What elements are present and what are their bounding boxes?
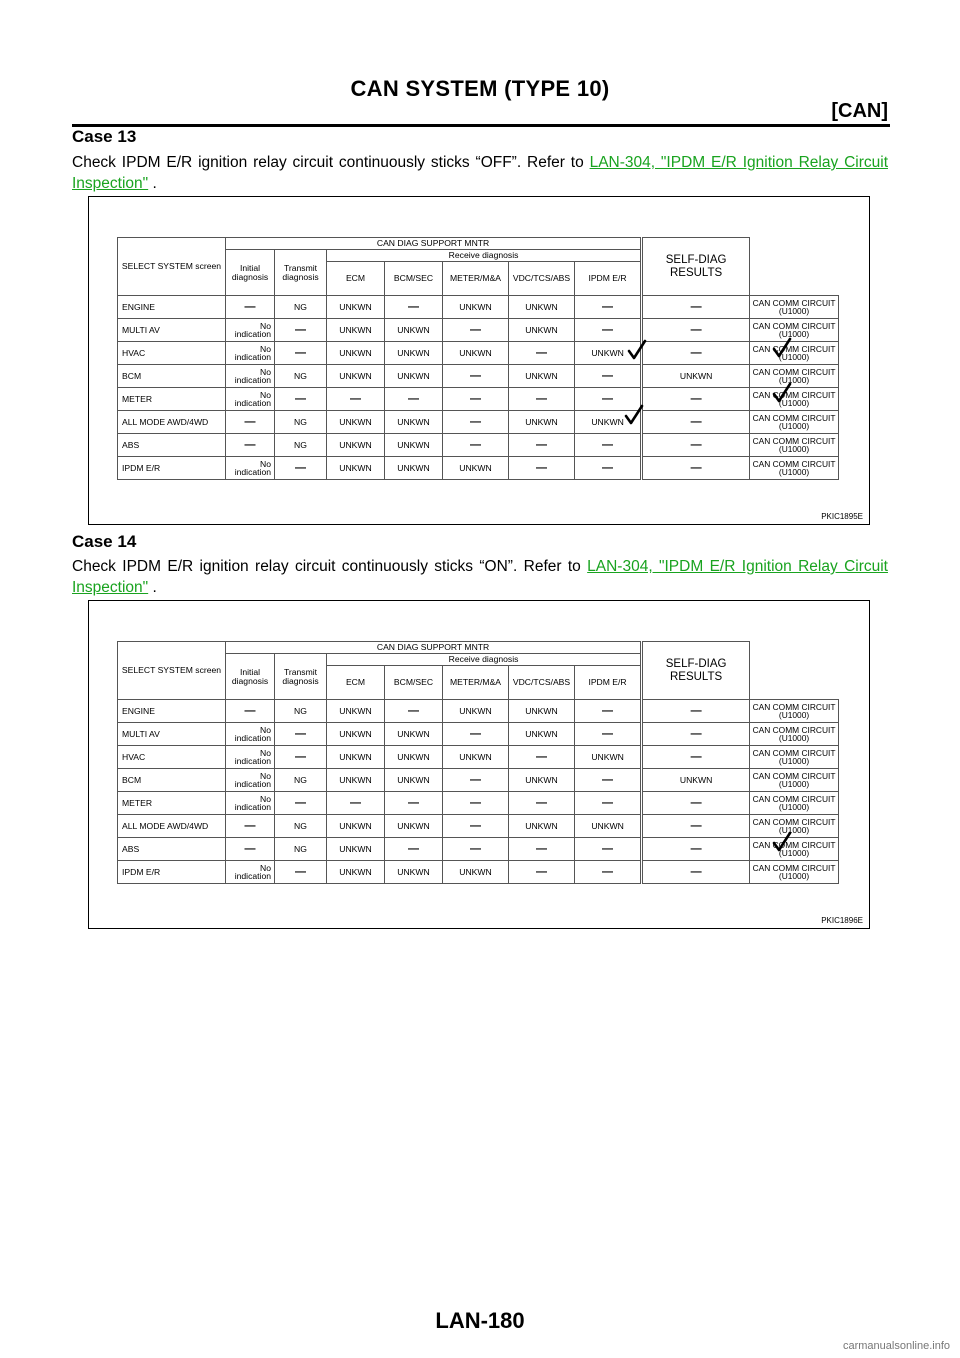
cell-transmit: NG (275, 815, 327, 838)
cell-transmit: — (275, 342, 327, 365)
cell-initial: No indication (226, 457, 275, 480)
can-diag-table (117, 237, 839, 480)
cell-self-diag: CAN COMM CIRCUIT (U1000) (750, 388, 839, 411)
cell-initial: No indication (226, 792, 275, 815)
cell-meter: — (443, 434, 509, 457)
row-system: MULTI AV (118, 319, 226, 342)
cell-result: — (643, 342, 750, 365)
cell-ipdm: — (575, 319, 641, 342)
cell-ipdm: — (575, 700, 641, 723)
cell-ipdm: — (575, 792, 641, 815)
case-14-text (72, 556, 888, 598)
cell-transmit: NG (275, 365, 327, 388)
cell-transmit: — (275, 388, 327, 411)
cell-self-diag: CAN COMM CIRCUIT (U1000) (750, 365, 839, 388)
cell-meter: — (443, 411, 509, 434)
figure-id: PKIC1896E (821, 916, 863, 925)
cell-bcm: UNKWN (385, 457, 443, 480)
cell-bcm: UNKWN (385, 723, 443, 746)
header-meter-ma: METER/M&A (443, 262, 509, 296)
header-ipdm: IPDM E/R (575, 262, 641, 296)
cell-initial: No indication (226, 342, 275, 365)
table-row (118, 792, 839, 815)
cell-ecm: UNKWN (327, 723, 385, 746)
cell-transmit: NG (275, 296, 327, 319)
cell-ecm: UNKWN (327, 365, 385, 388)
cell-ipdm: — (575, 457, 641, 480)
header-self-diag: SELF-DIAG RESULTS (643, 238, 750, 296)
cell-transmit: NG (275, 700, 327, 723)
can-diag-table (117, 641, 839, 884)
cell-meter: — (443, 365, 509, 388)
cell-ipdm: UNKWN (575, 411, 641, 434)
watermark: carmanualsonline.info (842, 1340, 950, 1352)
case-13-figure (88, 196, 870, 525)
cell-vdc: — (509, 457, 575, 480)
cell-ipdm: — (575, 434, 641, 457)
cell-vdc: — (509, 434, 575, 457)
cell-transmit: — (275, 457, 327, 480)
header-vdc: VDC/TCS/ABS (509, 262, 575, 296)
cell-result: — (643, 434, 750, 457)
cell-transmit: NG (275, 411, 327, 434)
cell-ecm: UNKWN (327, 319, 385, 342)
case-13-instruction: Check IPDM E/R ignition relay circuit continuously sticks “OFF”. Refer to (72, 154, 590, 171)
figure-id: PKIC1895E (821, 512, 863, 521)
cell-meter: UNKWN (443, 746, 509, 769)
cell-result: — (643, 296, 750, 319)
cell-bcm: — (385, 838, 443, 861)
cell-vdc: UNKWN (509, 815, 575, 838)
cell-meter: — (443, 723, 509, 746)
case-13-heading: Case 13 (72, 127, 137, 146)
cell-initial: No indication (226, 769, 275, 792)
row-system: BCM (118, 769, 226, 792)
cell-meter: UNKWN (443, 700, 509, 723)
cell-meter: UNKWN (443, 296, 509, 319)
cell-meter: — (443, 388, 509, 411)
cell-initial: — (226, 815, 275, 838)
cell-ecm: UNKWN (327, 769, 385, 792)
cell-meter: UNKWN (443, 457, 509, 480)
cell-bcm: UNKWN (385, 365, 443, 388)
cell-vdc: — (509, 342, 575, 365)
row-system: MULTI AV (118, 723, 226, 746)
cell-transmit: NG (275, 434, 327, 457)
cell-result: — (643, 746, 750, 769)
case-14-link[interactable]: LAN-304, "IPDM E/R Ignition Relay Circuit Inspection" (72, 558, 888, 596)
table-row (118, 388, 839, 411)
cell-result: — (643, 700, 750, 723)
header-bcm-sec: BCM/SEC (385, 262, 443, 296)
cell-ipdm: — (575, 861, 641, 884)
row-system: METER (118, 792, 226, 815)
cell-vdc: UNKWN (509, 411, 575, 434)
cell-self-diag: CAN COMM CIRCUIT (U1000) (750, 769, 839, 792)
case-14-figure (88, 600, 870, 929)
cell-ecm: UNKWN (327, 838, 385, 861)
table-row (118, 815, 839, 838)
header-receive: Receive diagnosis (327, 654, 641, 666)
cell-bcm: — (385, 700, 443, 723)
cell-self-diag: CAN COMM CIRCUIT (U1000) (750, 838, 839, 861)
section-label: [CAN] (831, 100, 888, 122)
row-system: ABS (118, 838, 226, 861)
cell-self-diag: CAN COMM CIRCUIT (U1000) (750, 746, 839, 769)
cell-ipdm: — (575, 296, 641, 319)
header-can-diag: CAN DIAG SUPPORT MNTR (226, 642, 641, 654)
cell-ipdm: — (575, 388, 641, 411)
cell-ecm: UNKWN (327, 342, 385, 365)
header-initial: Initial diagnosis (226, 654, 275, 700)
table-row (118, 342, 839, 365)
cell-bcm: UNKWN (385, 411, 443, 434)
cell-initial: — (226, 411, 275, 434)
table-row (118, 700, 839, 723)
cell-ipdm: — (575, 769, 641, 792)
header-rule (72, 124, 890, 127)
case-14-after: . (148, 579, 157, 596)
table-row (118, 457, 839, 480)
row-system: HVAC (118, 342, 226, 365)
row-system: ALL MODE AWD/4WD (118, 411, 226, 434)
cell-bcm: UNKWN (385, 434, 443, 457)
cell-result: — (643, 411, 750, 434)
row-system: ALL MODE AWD/4WD (118, 815, 226, 838)
cell-bcm: UNKWN (385, 815, 443, 838)
cell-bcm: UNKWN (385, 769, 443, 792)
cell-initial: — (226, 296, 275, 319)
cell-ipdm: UNKWN (575, 342, 641, 365)
table-row (118, 746, 839, 769)
cell-initial: No indication (226, 861, 275, 884)
cell-meter: — (443, 838, 509, 861)
cell-result: — (643, 815, 750, 838)
cell-ecm: UNKWN (327, 746, 385, 769)
cell-self-diag: CAN COMM CIRCUIT (U1000) (750, 792, 839, 815)
header-meter-ma: METER/M&A (443, 666, 509, 700)
cell-result: UNKWN (643, 365, 750, 388)
cell-vdc: UNKWN (509, 723, 575, 746)
row-system: BCM (118, 365, 226, 388)
cell-ecm: — (327, 388, 385, 411)
cell-bcm: UNKWN (385, 861, 443, 884)
cell-vdc: UNKWN (509, 296, 575, 319)
cell-vdc: UNKWN (509, 319, 575, 342)
cell-ecm: UNKWN (327, 457, 385, 480)
cell-self-diag: CAN COMM CIRCUIT (U1000) (750, 457, 839, 480)
cell-transmit: NG (275, 838, 327, 861)
table-row (118, 723, 839, 746)
cell-result: — (643, 457, 750, 480)
header-vdc: VDC/TCS/ABS (509, 666, 575, 700)
cell-self-diag: CAN COMM CIRCUIT (U1000) (750, 296, 839, 319)
cell-result: — (643, 792, 750, 815)
cell-vdc: — (509, 792, 575, 815)
table-row (118, 434, 839, 457)
table-row (118, 296, 839, 319)
case-13-after: . (148, 175, 157, 192)
row-system: HVAC (118, 746, 226, 769)
case-13-link[interactable]: LAN-304, "IPDM E/R Ignition Relay Circuit Inspection" (72, 154, 888, 192)
table-row (118, 319, 839, 342)
table-row (118, 861, 839, 884)
header-initial: Initial diagnosis (226, 250, 275, 296)
row-system: IPDM E/R (118, 861, 226, 884)
cell-transmit: — (275, 319, 327, 342)
header-select-system: SELECT SYSTEM screen (118, 642, 226, 700)
cell-self-diag: CAN COMM CIRCUIT (U1000) (750, 700, 839, 723)
cell-vdc: — (509, 388, 575, 411)
cell-meter: — (443, 319, 509, 342)
cell-transmit: — (275, 861, 327, 884)
cell-vdc: — (509, 861, 575, 884)
cell-bcm: UNKWN (385, 746, 443, 769)
cell-transmit: — (275, 723, 327, 746)
table-row (118, 838, 839, 861)
cell-ecm: UNKWN (327, 700, 385, 723)
cell-ipdm: — (575, 838, 641, 861)
header-ipdm: IPDM E/R (575, 666, 641, 700)
cell-ecm: UNKWN (327, 411, 385, 434)
header-select-system: SELECT SYSTEM screen (118, 238, 226, 296)
cell-self-diag: CAN COMM CIRCUIT (U1000) (750, 319, 839, 342)
cell-transmit: — (275, 792, 327, 815)
cell-result: — (643, 838, 750, 861)
cell-bcm: — (385, 296, 443, 319)
cell-initial: No indication (226, 388, 275, 411)
cell-result: UNKWN (643, 769, 750, 792)
cell-meter: — (443, 792, 509, 815)
cell-initial: No indication (226, 365, 275, 388)
cell-initial: — (226, 838, 275, 861)
header-receive: Receive diagnosis (327, 250, 641, 262)
cell-initial: No indication (226, 746, 275, 769)
case-13-text (72, 152, 888, 194)
row-system: METER (118, 388, 226, 411)
row-system: ABS (118, 434, 226, 457)
cell-vdc: UNKWN (509, 700, 575, 723)
table-row (118, 365, 839, 388)
cell-vdc: UNKWN (509, 365, 575, 388)
row-system: ENGINE (118, 296, 226, 319)
cell-vdc: UNKWN (509, 769, 575, 792)
cell-vdc: — (509, 838, 575, 861)
cell-bcm: — (385, 792, 443, 815)
cell-ecm: — (327, 792, 385, 815)
cell-ipdm: — (575, 365, 641, 388)
cell-self-diag: CAN COMM CIRCUIT (U1000) (750, 411, 839, 434)
cell-ecm: UNKWN (327, 296, 385, 319)
cell-ipdm: UNKWN (575, 746, 641, 769)
page-title: CAN SYSTEM (TYPE 10) (350, 76, 610, 101)
cell-self-diag: CAN COMM CIRCUIT (U1000) (750, 815, 839, 838)
cell-initial: — (226, 700, 275, 723)
table-row (118, 411, 839, 434)
cell-meter: — (443, 769, 509, 792)
row-system: ENGINE (118, 700, 226, 723)
cell-initial: — (226, 434, 275, 457)
cell-result: — (643, 388, 750, 411)
header-bcm-sec: BCM/SEC (385, 666, 443, 700)
cell-ipdm: UNKWN (575, 815, 641, 838)
cell-self-diag: CAN COMM CIRCUIT (U1000) (750, 434, 839, 457)
cell-initial: No indication (226, 319, 275, 342)
header-transmit: Transmit diagnosis (275, 250, 327, 296)
cell-ecm: UNKWN (327, 861, 385, 884)
cell-ipdm: — (575, 723, 641, 746)
header-can-diag: CAN DIAG SUPPORT MNTR (226, 238, 641, 250)
header-ecm: ECM (327, 666, 385, 700)
cell-meter: UNKWN (443, 861, 509, 884)
header-ecm: ECM (327, 262, 385, 296)
cell-initial: No indication (226, 723, 275, 746)
header-transmit: Transmit diagnosis (275, 654, 327, 700)
page-number: LAN-180 (435, 1308, 525, 1333)
cell-self-diag: CAN COMM CIRCUIT (U1000) (750, 861, 839, 884)
cell-result: — (643, 723, 750, 746)
table-row (118, 769, 839, 792)
cell-result: — (643, 319, 750, 342)
cell-meter: UNKWN (443, 342, 509, 365)
cell-bcm: — (385, 388, 443, 411)
cell-bcm: UNKWN (385, 342, 443, 365)
cell-meter: — (443, 815, 509, 838)
cell-self-diag: CAN COMM CIRCUIT (U1000) (750, 342, 839, 365)
case-14-heading: Case 14 (72, 532, 137, 551)
row-system: IPDM E/R (118, 457, 226, 480)
cell-transmit: NG (275, 769, 327, 792)
header-self-diag: SELF-DIAG RESULTS (643, 642, 750, 700)
cell-transmit: — (275, 746, 327, 769)
cell-vdc: — (509, 746, 575, 769)
cell-self-diag: CAN COMM CIRCUIT (U1000) (750, 723, 839, 746)
cell-result: — (643, 861, 750, 884)
cell-ecm: UNKWN (327, 434, 385, 457)
cell-ecm: UNKWN (327, 815, 385, 838)
cell-bcm: UNKWN (385, 319, 443, 342)
case-14-instruction: Check IPDM E/R ignition relay circuit continuously sticks “ON”. Refer to (72, 558, 588, 575)
